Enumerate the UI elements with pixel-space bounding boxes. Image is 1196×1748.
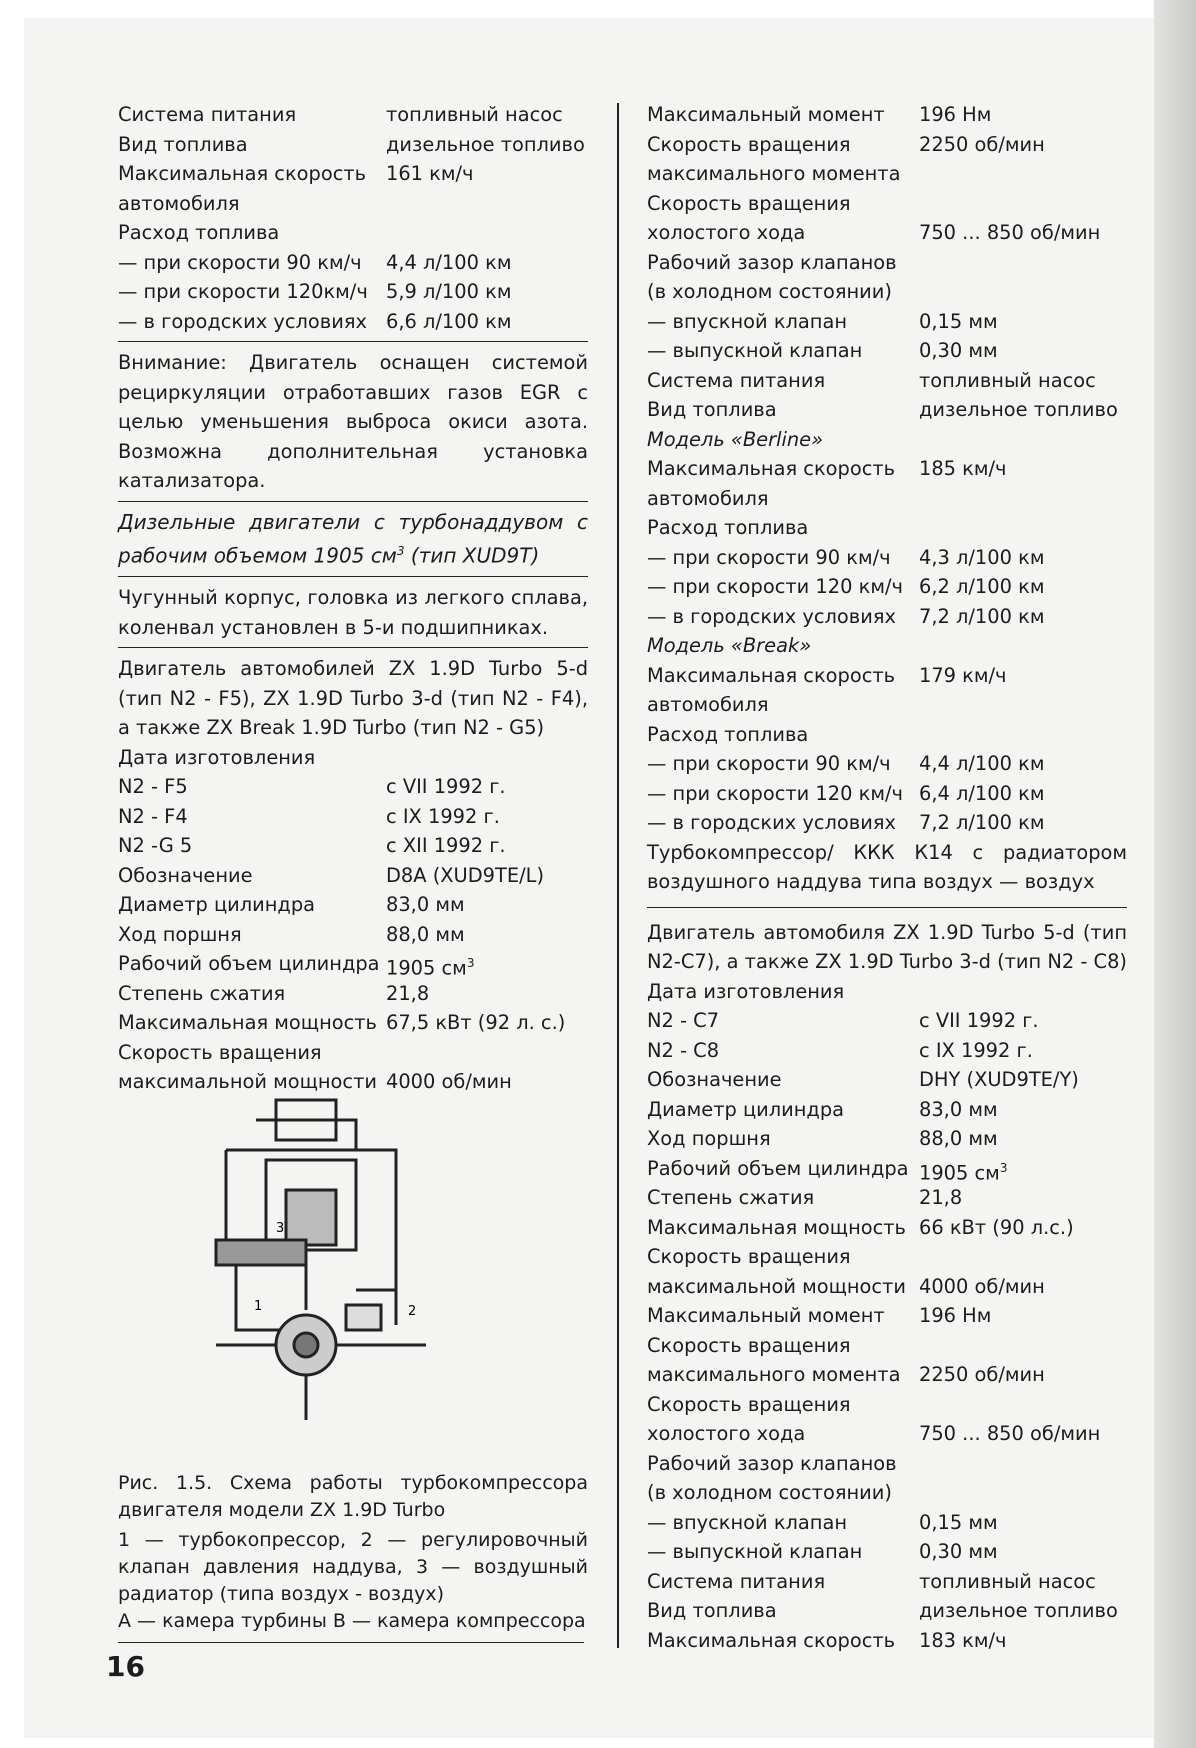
spec-row: Вид топлива дизельное топливо	[647, 1599, 1118, 1622]
spec-row: Скорость вращения	[647, 1333, 851, 1357]
spec-row: Максимальная скорость 183 км/ч	[647, 1628, 1007, 1652]
section-title: Дизельные двигатели с турбонаддувом с рабочим объемом 1905 $см^3$ (тип XUD9T)	[118, 509, 588, 568]
spec-row: Ход поршня 88,0 мм	[647, 1127, 998, 1150]
turbo-note: Турбокомпрессор/ ККК К14 с радиатором воздушного наддува типа воздух — воздух	[647, 840, 1127, 893]
rule	[118, 576, 588, 577]
left-column	[118, 100, 588, 1097]
spec-row: Скорость вращения	[118, 1040, 322, 1064]
spec-row: — впускной клапан 0,15 мм	[647, 1510, 998, 1534]
rule	[118, 501, 588, 502]
section-description: Чугунный корпус, головка из легкого сплава, коленвал установлен в 5-и подшипниках.	[118, 586, 588, 639]
rule	[647, 907, 1127, 908]
spec-row-max-speed: Максимальная скорость автомобиля 161 км/ч	[118, 162, 474, 215]
spec-row: Скорость вращения холостого хода 750 ... 850 об/мин	[647, 191, 1101, 244]
spec-row: Степень сжатия 21,8	[647, 1186, 963, 1209]
spec-row: Система питания топливный насос	[647, 1569, 1096, 1593]
right-column	[647, 100, 1127, 1655]
spec-row: Система питания топливный насос	[118, 103, 563, 126]
spec-row: Ход поршня 88,0 мм	[118, 922, 465, 946]
spec-row: максимального момента 2250 об/мин	[647, 1363, 1045, 1386]
spec-row: максимальной мощности 4000 об/мин	[647, 1274, 1045, 1298]
spec-row: — в городских условиях 7,2 л/100 км	[647, 604, 1045, 628]
valve-label: Рабочий зазор клапанов (в холодном состоянии)	[647, 250, 897, 303]
adjacent-page-edge	[1154, 0, 1196, 1748]
turbocharger-diagram	[196, 1090, 456, 1430]
date-row: N2 - F4 с IX 1992 г.	[118, 804, 500, 828]
date-row: N2 - C7 с VII 1992 г.	[647, 1009, 1039, 1032]
spec-row: Диаметр цилиндра 83,0 мм	[118, 893, 465, 917]
spec-row: Вид топлива дизельное топливо	[118, 132, 585, 156]
date-label: Дата изготовления	[647, 979, 845, 1003]
rule	[118, 1642, 584, 1643]
spec-row: — выпускной клапан 0,30 мм	[647, 1540, 998, 1563]
spec-row: — при скорости 90 км/ч 4,3 л/100 км	[647, 545, 1045, 569]
spec-row: Рабочий объем цилиндра 1905 $см^3$	[647, 1156, 1008, 1184]
spec-row: Максимальный момент 196 Нм	[647, 1304, 992, 1327]
spec-row: максимальной мощности 4000 об/мин	[118, 1070, 512, 1094]
date-row: N2 -G 5 с XII 1992 г.	[118, 834, 506, 858]
model-berline: Модель «Berline»	[647, 427, 824, 451]
consumption-label: Расход топлива	[647, 516, 809, 539]
engine-title: Двигатель автомобилей ZX 1.9D Turbo 5-d (тип N2 - F5), ZX 1.9D Turbo 3-d (тип N2 - F4), а также ZX Break 1.9D Turbo (тип N2 - G5)	[118, 657, 588, 740]
egr-note: Внимание: Двигатель оснащен системой рециркуляции отработавших газов EGR с целью уменьшения выброса окиси азота. Возможна дополнительная установка катализатора.	[118, 351, 588, 492]
spec-row: Рабочий объем цилиндра 1905 $см^3$	[118, 952, 475, 980]
figure-legend: 1 — турбокопрессор, 2 — регулировочный клапан давления наддува, 3 — воздушный радиатор (типа воздух - воздух)	[118, 1529, 588, 1605]
spec-row: Скорость вращения	[647, 1392, 851, 1416]
spec-row: Скорость вращения	[647, 1245, 851, 1268]
figure-legend-chambers: А — камера турбины В — камера компрессора	[118, 1610, 586, 1632]
engine2-title: Двигатель автомобиля ZX 1.9D Turbo 5-d (тип N2-C7), а также ZX 1.9D Turbo 3-d (тип N2 - C8)	[647, 920, 1127, 973]
spec-row: — при скорости 120 км/ч 6,2 л/100 км	[647, 575, 1045, 598]
spec-row: — при скорости 120км/ч 5,9 л/100 км	[118, 280, 512, 303]
spec-row: Степень сжатия 21,8	[118, 981, 430, 1005]
valve-label: Рабочий зазор клапанов (в холодном состоянии)	[647, 1451, 897, 1504]
column-divider	[617, 103, 619, 1648]
spec-row: Обозначение DHY (XUD9TE/Y)	[647, 1068, 1079, 1091]
spec-row: Максимальная мощность 67,5 кВт (92 л. с.)	[118, 1011, 566, 1035]
spec-row: — в городских условиях 6,6 л/100 км	[118, 309, 512, 333]
figure-caption: Рис. 1.5. Схема работы турбокомпрессора двигателя модели ZX 1.9D Turbo	[118, 1472, 588, 1521]
diagram-label-3: 3	[276, 1221, 285, 1236]
spec-row: — при скорости 90 км/ч 4,4 л/100 км	[118, 250, 512, 274]
date-row: N2 - F5 с VII 1992 г.	[118, 775, 506, 799]
spec-row: Обозначение D8A (XUD9TE/L)	[118, 863, 545, 887]
spec-row: Максимальная скорость автомобиля 185 км/ч	[647, 457, 1007, 510]
spec-row: Максимальная скорость автомобиля 179 км/ч	[647, 663, 1007, 716]
spec-row: Максимальный момент 196 Нм	[647, 103, 992, 126]
rule	[118, 647, 588, 648]
date-row: N2 - C8 с IX 1992 г.	[647, 1038, 1033, 1062]
page-number: 16	[106, 1650, 145, 1683]
spec-row: холостого хода 750 ... 850 об/мин	[647, 1422, 1101, 1445]
date-label: Дата изготовления	[118, 745, 316, 769]
consumption-label: Расход топлива	[118, 221, 280, 244]
consumption-label: Расход топлива	[647, 722, 809, 746]
spec-row: — при скорости 120 км/ч 6,4 л/100 км	[647, 781, 1045, 805]
spec-row: Вид топлива дизельное топливо	[647, 398, 1118, 421]
spec-row: — в городских условиях 7,2 л/100 км	[647, 811, 1045, 834]
spec-row: — при скорости 90 км/ч 4,4 л/100 км	[647, 752, 1045, 775]
spec-row: Система питания топливный насос	[647, 368, 1096, 392]
spec-row: Диаметр цилиндра 83,0 мм	[647, 1097, 998, 1121]
diagram-label-1: 1	[254, 1299, 263, 1314]
model-break: Модель «Break»	[647, 634, 812, 657]
spec-row: Максимальная мощность 66 кВт (90 л.с.)	[647, 1215, 1074, 1239]
spec-row: — выпускной клапан 0,30 мм	[647, 339, 998, 362]
figure-caption-block	[118, 1470, 588, 1635]
spec-row: — впускной клапан 0,15 мм	[647, 309, 998, 333]
diagram-label-2: 2	[408, 1304, 417, 1319]
spec-row: Скорость вращения максимального момента 2250 об/мин	[647, 132, 1045, 185]
rule	[118, 341, 588, 342]
